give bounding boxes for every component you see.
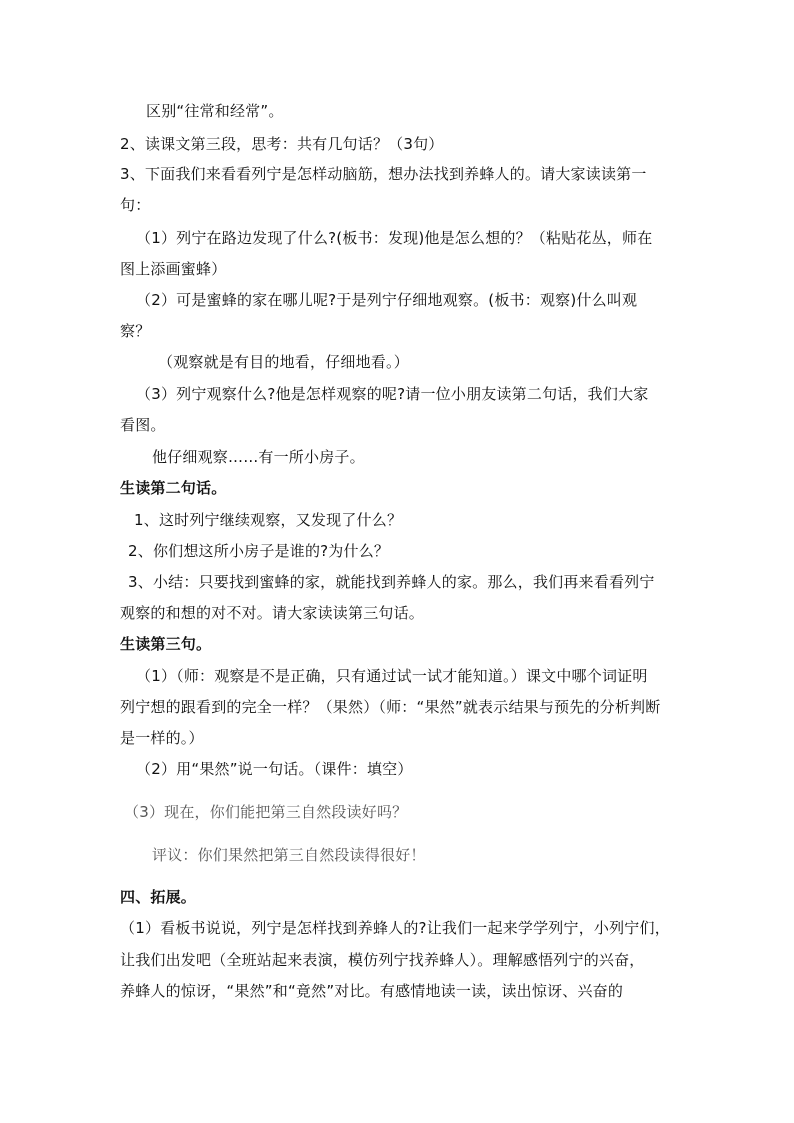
- text-line-1: 区别“往常和经常”。: [146, 102, 284, 120]
- text-line-20: 列宁想的跟看到的完全一样？（果然）（师：“果然”就表示结果与预先的分析判断: [120, 698, 661, 716]
- text-line-10: （3）列宁观察什么?他是怎样观察的呢?请一位小朋友读第二句话，我们大家: [136, 385, 649, 403]
- text-line-17: 观察的和想的对不对。请大家读读第三句话。: [120, 604, 425, 622]
- text-line-11: 看图。: [120, 416, 166, 434]
- text-line-12: 他仔细观察……有一所小房子。: [152, 448, 365, 466]
- text-line-5: （1）列宁在路边发现了什么?(板书：发现)他是怎么想的？（粘贴花丛，师在: [136, 229, 653, 247]
- text-line-23: （3）现在，你们能把第三自然段读好吗？: [124, 803, 408, 821]
- text-line-4: 句：: [120, 196, 151, 214]
- text-line-22: （2）用“果然”说一句话。（课件：填空）: [136, 760, 413, 778]
- text-line-28: 养蜂人的惊讶，“果然”和“竟然”对比。有感情地读一读，读出惊讶、兴奋的: [120, 982, 624, 1000]
- section-heading-third-sentence: 生读第三句。: [120, 635, 212, 653]
- text-line-2: 2、读课文第三段，思考：共有几句话？（3句）: [120, 135, 444, 153]
- text-line-19: （1）（师：观察是不是正确，只有通过试一试才能知道。）课文中哪个词证明: [136, 667, 648, 685]
- text-line-16: 3、小结：只要找到蜜蜂的家，就能找到养蜂人的家。那么，我们再来看看列宁: [128, 573, 655, 591]
- section-heading-second-sentence: 生读第二句话。: [120, 479, 227, 497]
- text-line-8: 察？: [120, 322, 151, 340]
- text-line-9: （观察就是有目的地看，仔细地看。）: [158, 353, 409, 371]
- text-line-3: 3、下面我们来看看列宁是怎样动脑筋，想办法找到养蜂人的。请大家读读第一: [120, 165, 647, 183]
- text-line-21: 是一样的。）: [120, 729, 204, 747]
- text-line-27: 让我们出发吧（全班站起来表演，模仿列宁找养蜂人）。理解感悟列宁的兴奋，: [120, 951, 645, 969]
- text-line-24: 评议：你们果然把第三自然段读得很好！: [152, 846, 426, 864]
- section-heading-extension: 四、拓展。: [120, 888, 197, 906]
- text-line-26: （1）看板书说说，列宁是怎样找到养蜂人的?让我们一起来学学列宁，小列宁们，: [120, 919, 670, 937]
- text-line-7: （2）可是蜜蜂的家在哪儿呢?于是列宁仔细地观察。(板书：观察)什么叫观: [136, 291, 638, 309]
- text-line-14: 1、这时列宁继续观察，又发现了什么？: [134, 511, 403, 529]
- text-line-15: 2、你们想这所小房子是谁的?为什么？: [128, 542, 390, 560]
- text-line-6: 图上添画蜜蜂）: [120, 260, 227, 278]
